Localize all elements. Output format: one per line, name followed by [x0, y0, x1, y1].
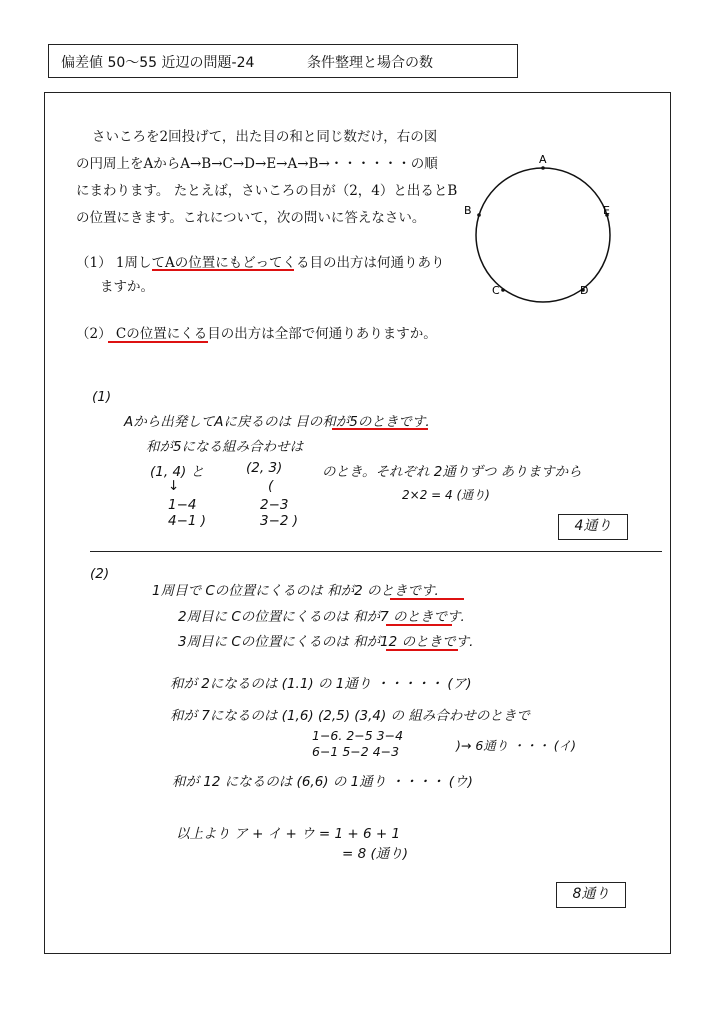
answer-1-line-3: のとき。それぞれ 2通りずつ ありますから	[322, 464, 582, 480]
answer-2-grid-row-1: 1−6. 2−5 3−4	[312, 728, 404, 743]
answer-1-arrow-1: ↓	[168, 478, 180, 494]
problem-line-2: の円周上をAからA→B→C→D→E→A→B→・・・・・・の順	[76, 156, 438, 172]
header-topic: 条件整理と場合の数	[307, 55, 433, 71]
circle-diagram	[460, 150, 630, 310]
answer-2-number: (2)	[90, 566, 110, 582]
answer-2-line-8: = 8 (通り)	[342, 846, 409, 862]
label-c: C	[492, 284, 500, 297]
problem-line-1: さいころを2回投げて，出た目の和と同じ数だけ，右の図	[92, 129, 438, 145]
label-d: D	[580, 284, 589, 297]
answer-2-line-2: 2周目に Cの位置にくるのは 和が7 のときです.	[178, 609, 465, 625]
point-c	[501, 288, 505, 292]
label-b: B	[464, 204, 472, 217]
answer-1-pairs-a1: 1−4	[168, 497, 197, 513]
answer-2-line-3: 3周目に Cの位置にくるのは 和が12 のときです.	[178, 634, 474, 650]
answer-2-grid-row-2: 6−1 5−2 4−3	[312, 744, 400, 759]
answer-2-line-4: 和が 2になるのは (1.1) の 1通り ・・・・・ (ア)	[170, 676, 472, 692]
section-divider	[90, 551, 662, 552]
underline-a1	[332, 428, 428, 430]
point-b	[477, 213, 481, 217]
answer-1-arrow-2: (	[268, 478, 274, 494]
question-1-line-2: ますか。	[100, 279, 154, 295]
answer-1-line-2: 和が5になる組み合わせは	[146, 439, 304, 455]
underline-a2-3	[386, 649, 458, 651]
answer-2-grid-tail: )→ 6通り ・・・ (イ)	[456, 738, 576, 753]
underline-q1	[152, 269, 294, 271]
answer-2-line-1: 1周目で Cの位置にくるのは 和が2 のときです.	[152, 583, 439, 599]
answer-1-pair-1: (1, 4) と	[150, 464, 205, 480]
circle-path	[476, 168, 610, 302]
header-box	[48, 44, 518, 78]
question-2: （2） Cの位置にくる目の出方は全部で何通りありますか。	[76, 326, 437, 342]
answer-1-number: (1)	[92, 389, 112, 405]
problem-line-3: にまわります。 たとえば，さいころの目が（2，4）と出るとB	[76, 183, 458, 199]
answer-1-pair-2: (2, 3)	[246, 460, 283, 476]
answer-2-result-box	[556, 882, 626, 908]
header-title: 偏差値 50〜55 近辺の問題-24	[61, 55, 255, 71]
answer-2-line-6: 和が 12 になるのは (6,6) の 1通り ・・・・ (ウ)	[172, 774, 473, 790]
answer-1-pairs-a2: 4−1 )	[168, 513, 207, 529]
answer-2-line-7: 以上より ア + イ + ウ = 1 + 6 + 1	[176, 826, 401, 842]
problem-line-4: の位置にきます。これについて，次の問いに答えなさい。	[76, 210, 426, 226]
answer-2-line-5: 和が 7になるのは (1,6) (2,5) (3,4) の 組み合わせのときで	[170, 708, 530, 724]
answer-1-pairs-b1: 2−3	[260, 497, 289, 513]
question-1-line-1: （1） 1周してAの位置にもどってくる目の出方は何通りあり	[76, 255, 445, 271]
label-a: A	[539, 153, 547, 166]
answer-2-result: 8通り	[572, 886, 610, 902]
underline-q2	[108, 341, 208, 343]
answer-1-calc: 2×2 = 4 (通り)	[402, 488, 490, 502]
label-e: E	[603, 204, 610, 217]
answer-1-result-box	[558, 514, 628, 540]
underline-a2-2	[386, 624, 452, 626]
answer-1-result: 4通り	[574, 518, 612, 534]
answer-1-line-1: Aから出発してAに戻るのは 目の和が5のときです.	[124, 414, 430, 430]
underline-a2-1	[390, 598, 464, 600]
point-a	[541, 166, 545, 170]
answer-1-pairs-b2: 3−2 )	[260, 513, 299, 529]
